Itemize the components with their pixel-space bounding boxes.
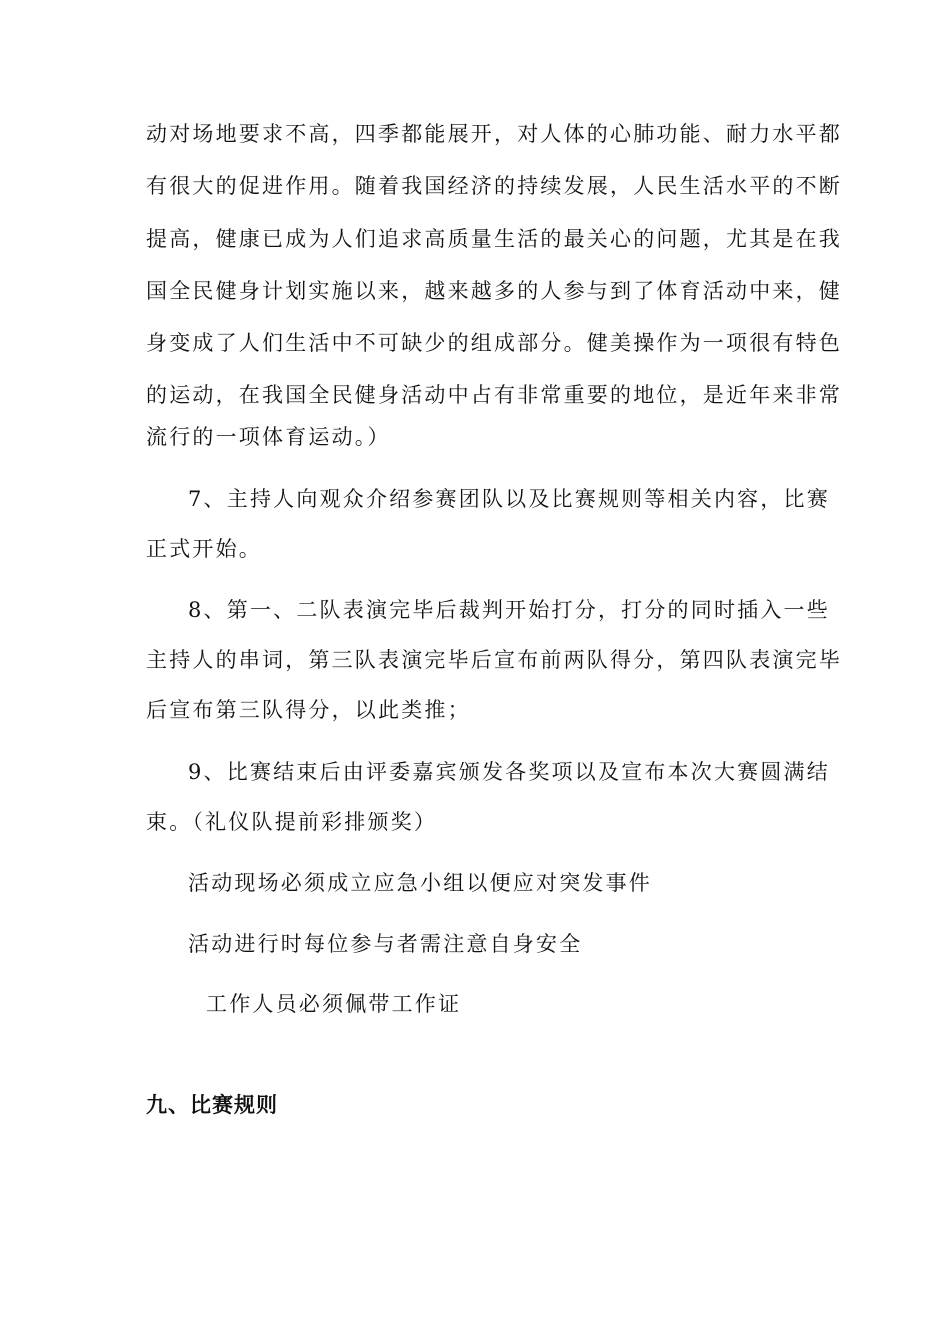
paragraph-line: 流行的一项体育运动。） <box>146 425 391 449</box>
note-staff-badge: 工作人员必须佩带工作证 <box>206 992 462 1016</box>
paragraph-line: 国全民健身计划实施以来，越来越多的人参与到了体育活动中来，健 <box>146 279 842 303</box>
step-8-line: 后宣布第三队得分，以此类推； <box>146 698 471 722</box>
paragraph-line: 身变成了人们生活中不可缺少的组成部分。健美操作为一项很有特色 <box>146 331 842 355</box>
note-emergency-team: 活动现场必须成立应急小组以便应对突发事件 <box>188 871 652 895</box>
step-7-line: 正式开始。 <box>146 537 262 561</box>
paragraph-line: 提高，健康已成为人们追求高质量生活的最关心的问题，尤其是在我 <box>146 227 842 251</box>
paragraph-line: 的运动，在我国全民健身活动中占有非常重要的地位，是近年来非常 <box>146 383 842 407</box>
step-7-line: 7、主持人向观众介绍参赛团队以及比赛规则等相关内容，比赛 <box>188 487 830 511</box>
step-9-line: 束。（礼仪队提前彩排颁奖） <box>146 810 438 834</box>
paragraph-line: 有很大的促进作用。随着我国经济的持续发展，人民生活水平的不断 <box>146 174 842 198</box>
paragraph-line: 动对场地要求不高，四季都能展开，对人体的心肺功能、耐力水平都 <box>146 122 842 146</box>
step-9-line: 9、比赛结束后由评委嘉宾颁发各奖项以及宣布本次大赛圆满结 <box>188 760 830 784</box>
step-8-line: 主持人的串词，第三队表演完毕后宣布前两队得分，第四队表演完毕 <box>146 648 842 672</box>
note-personal-safety: 活动进行时每位参与者需注意自身安全 <box>188 932 583 956</box>
section-heading: 九、比赛规则 <box>146 1093 278 1117</box>
step-8-line: 8、第一、二队表演完毕后裁判开始打分，打分的同时插入一些 <box>188 598 830 622</box>
